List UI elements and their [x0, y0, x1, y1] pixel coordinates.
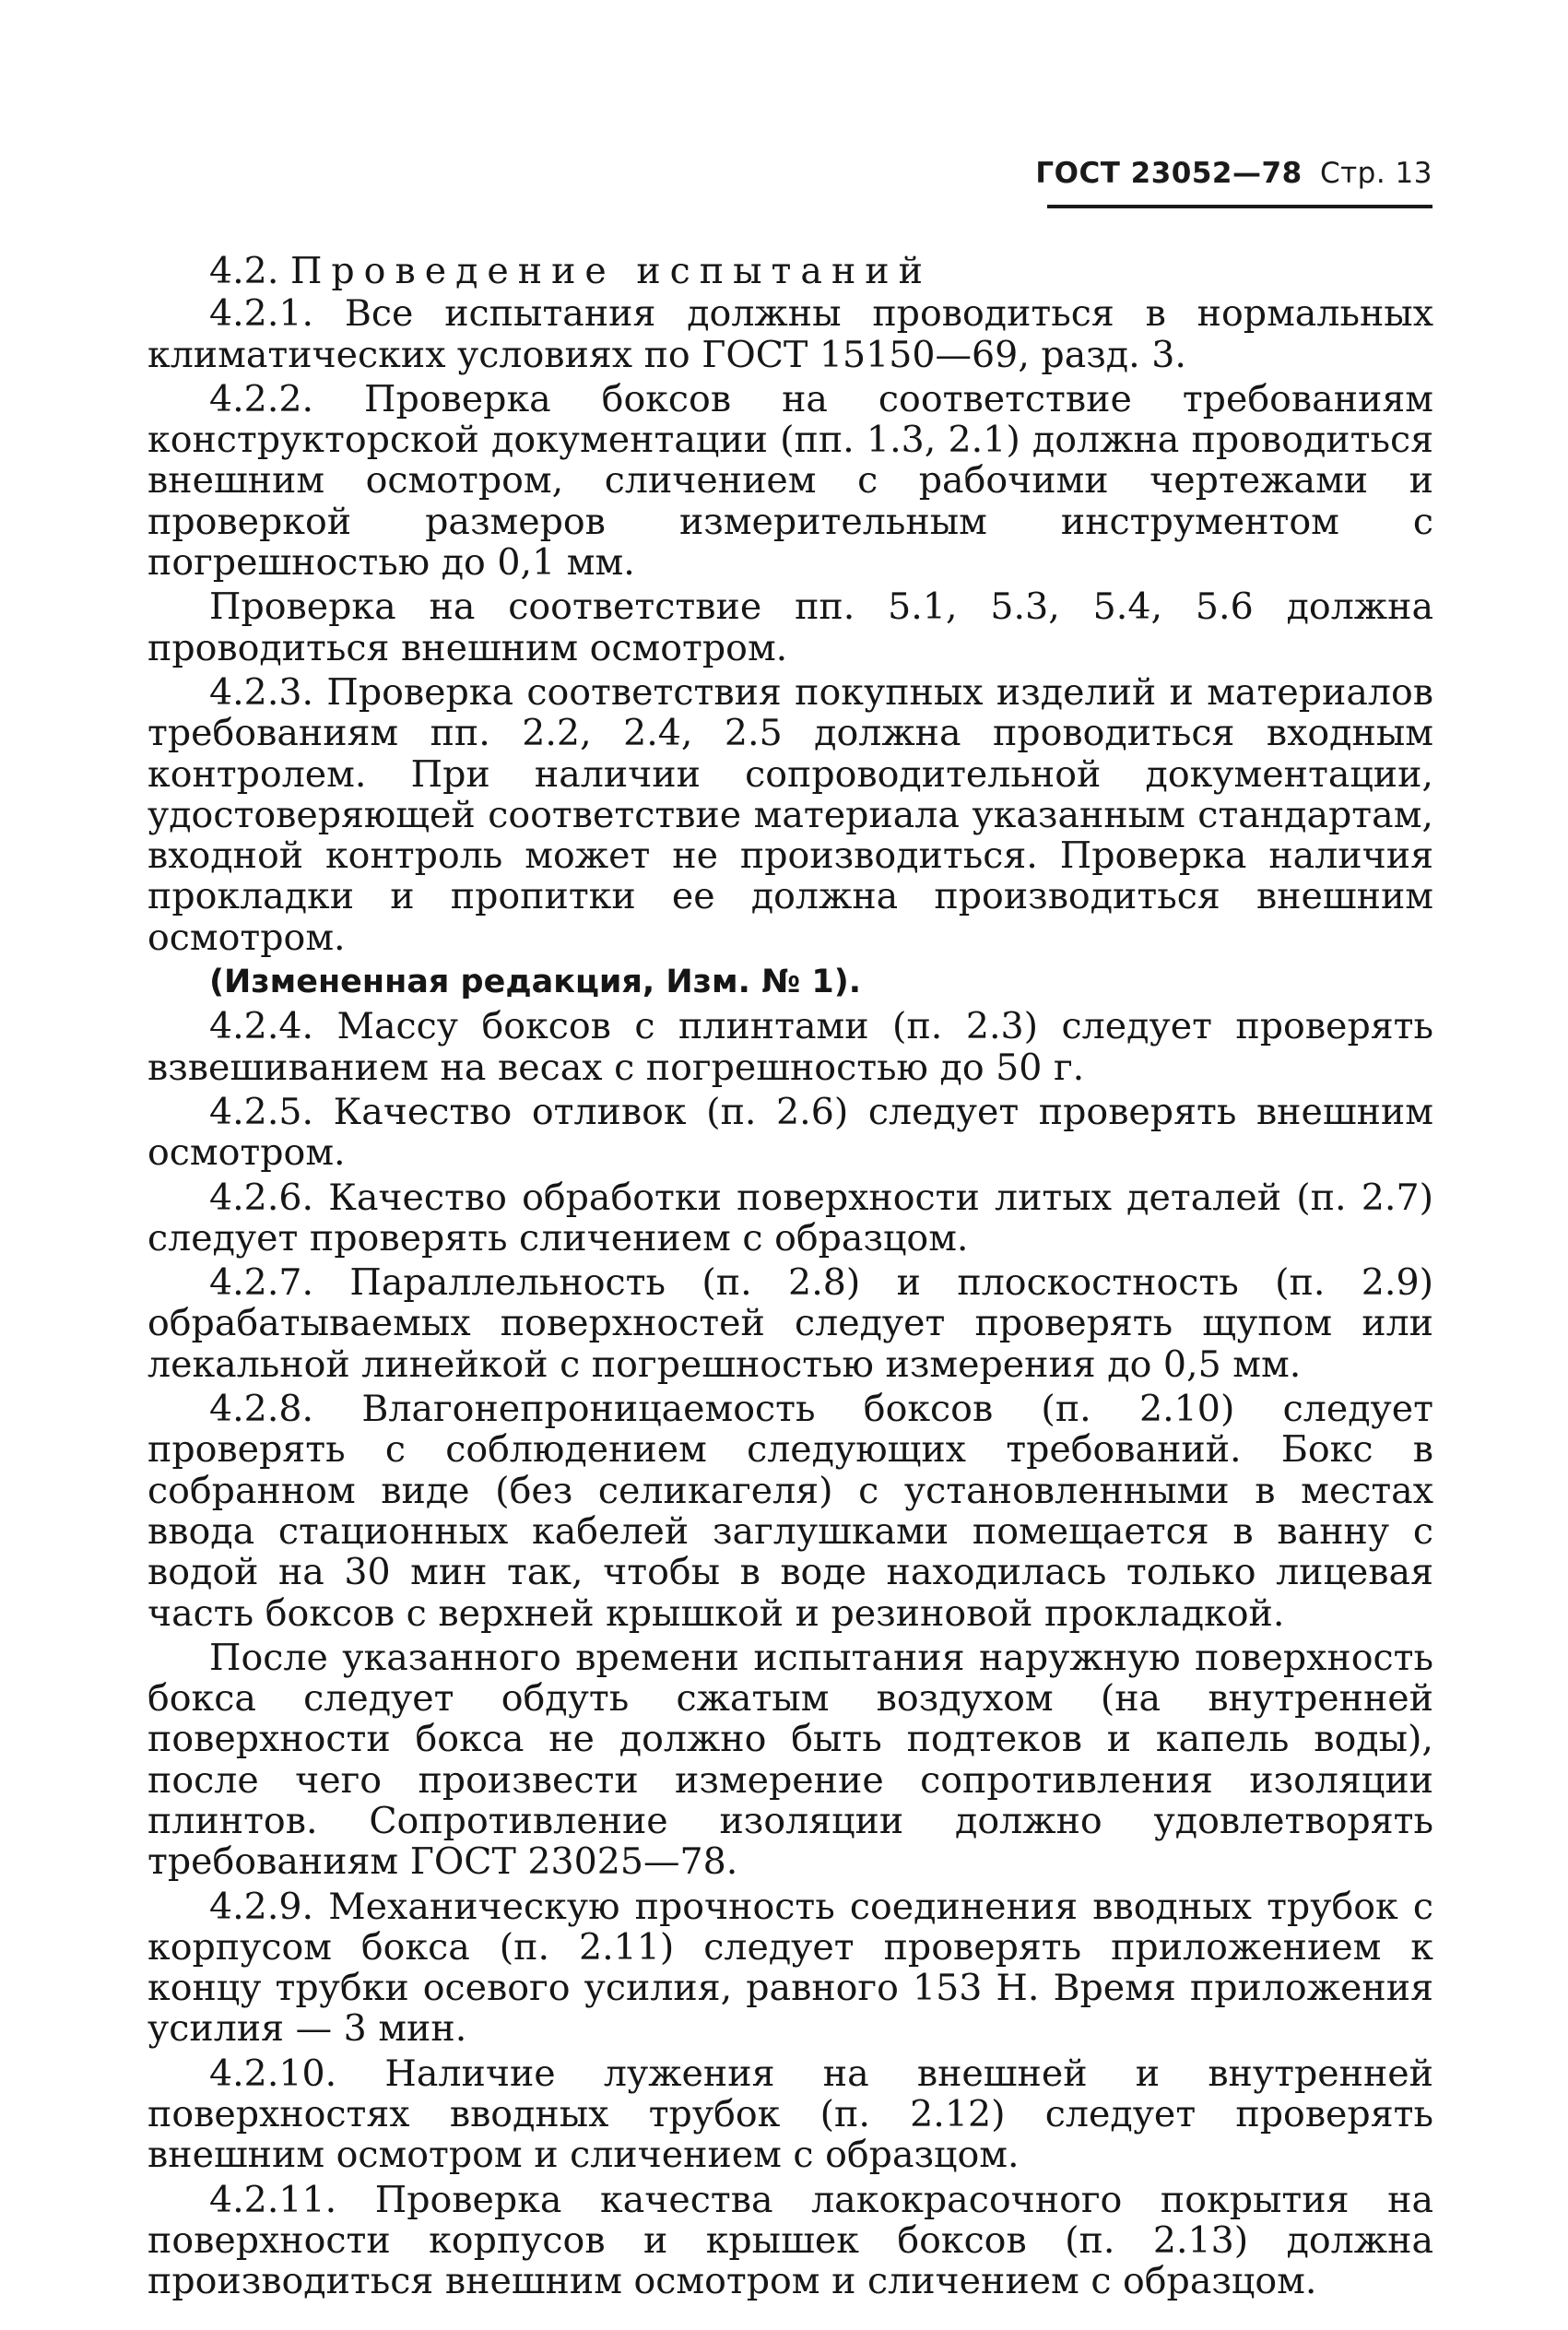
section-heading	[147, 251, 1433, 291]
clause-4-2-10: 4.2.10. Наличие лужения на внешней и внутренней поверхностях вводных трубок (п. 2.12) следует проверять внешним осмотром и сличением с образцом.	[147, 2052, 1433, 2177]
doc-code: ГОСТ 23052—78	[1035, 157, 1303, 190]
clause-4-2-2-continued: Проверка на соответствие пп. 5.1, 5.3, 5.4, 5.6 должна проводиться внешним осмотром.	[147, 585, 1433, 669]
clause-4-2-7: 4.2.7. Параллельность (п. 2.8) и плоскостность (п. 2.9) обрабатываемых поверхностей следует проверять щупом или лекальной линейкой с погрешностью измерения до 0,5 мм.	[147, 1261, 1433, 1386]
clause-4-2-5: 4.2.5. Качество отливок (п. 2.6) следует проверять внешним осмотром.	[147, 1090, 1433, 1175]
clause-4-2-3: 4.2.3. Проверка соответствия покупных изделий и материалов требованиям пп. 2.2, 2.4, 2.5 должна проводиться входным контролем. При наличии сопроводительной документации, удостоверяющей соответствие материала указанным стандартам, входной контроль может не производиться. Проверка наличия прокладки и пропитки ее должна производиться внешним осмотром.	[147, 670, 1433, 959]
section-number: 4.2.	[209, 250, 279, 292]
page-number: Стр. 13	[1319, 157, 1432, 190]
clause-4-2-11: 4.2.11. Проверка качества лакокрасочного покрытия на поверхности корпусов и крышек боксов (п. 2.13) должна производиться внешним осмотром и сличением с образцом.	[147, 2178, 1433, 2303]
clause-4-2-8: 4.2.8. Влагонепроницаемость боксов (п. 2.10) следует проверять с соблюдением следующих требований. Бокс в собранном виде (без селикагеля) с установленными в местах ввода стационных кабелей заглушками помещается в ванну с водой на 30 мин так, чтобы в воде находилась только лицевая часть боксов с верхней крышкой и резиновой прокладкой.	[147, 1388, 1433, 1635]
clause-4-2-6: 4.2.6. Качество обработки поверхности литых деталей (п. 2.7) следует проверять сличением с образцом.	[147, 1176, 1433, 1260]
document-body	[147, 251, 1433, 2306]
clause-4-2-2: 4.2.2. Проверка боксов на соответствие требованиям конструкторской документации (пп. 1.3, 2.1) должна проводиться внешним осмотром, сличением с рабочими чертежами и проверкой размеров измерительным инструментом с погрешностью до 0,1 мм.	[147, 377, 1433, 585]
amendment-note: (Измененная редакция, Изм. № 1).	[209, 964, 862, 1001]
clause-4-2-4: 4.2.4. Массу боксов с плинтами (п. 2.3) следует проверять взвешиванием на весах с погрешностью до 50 г.	[147, 1005, 1433, 1089]
section-title: Проведение испытаний	[289, 250, 932, 292]
clause-4-2-9: 4.2.9. Механическую прочность соединения вводных трубок с корпусом бокса (п. 2.11) следует проверять приложением к концу трубки осевого усилия, равного 153 Н. Время приложения усилия — 3 мин.	[147, 1885, 1433, 2051]
clause-4-2-8-continued: После указанного времени испытания наружную поверхность бокса следует обдуть сжатым воздухом (на внутренней поверхности бокса не должно быть подтеков и капель воды), после чего произвести измерение сопротивления изоляции плинтов. Сопротивление изоляции должно удовлетворять требованиям ГОСТ 23025—78.	[147, 1636, 1433, 1884]
running-header	[1035, 157, 1432, 190]
header-rule	[1047, 205, 1432, 208]
clause-4-2-1: 4.2.1. Все испытания должны проводиться в нормальных климатических условиях по ГОСТ 15150—69, разд. 3.	[147, 292, 1433, 376]
